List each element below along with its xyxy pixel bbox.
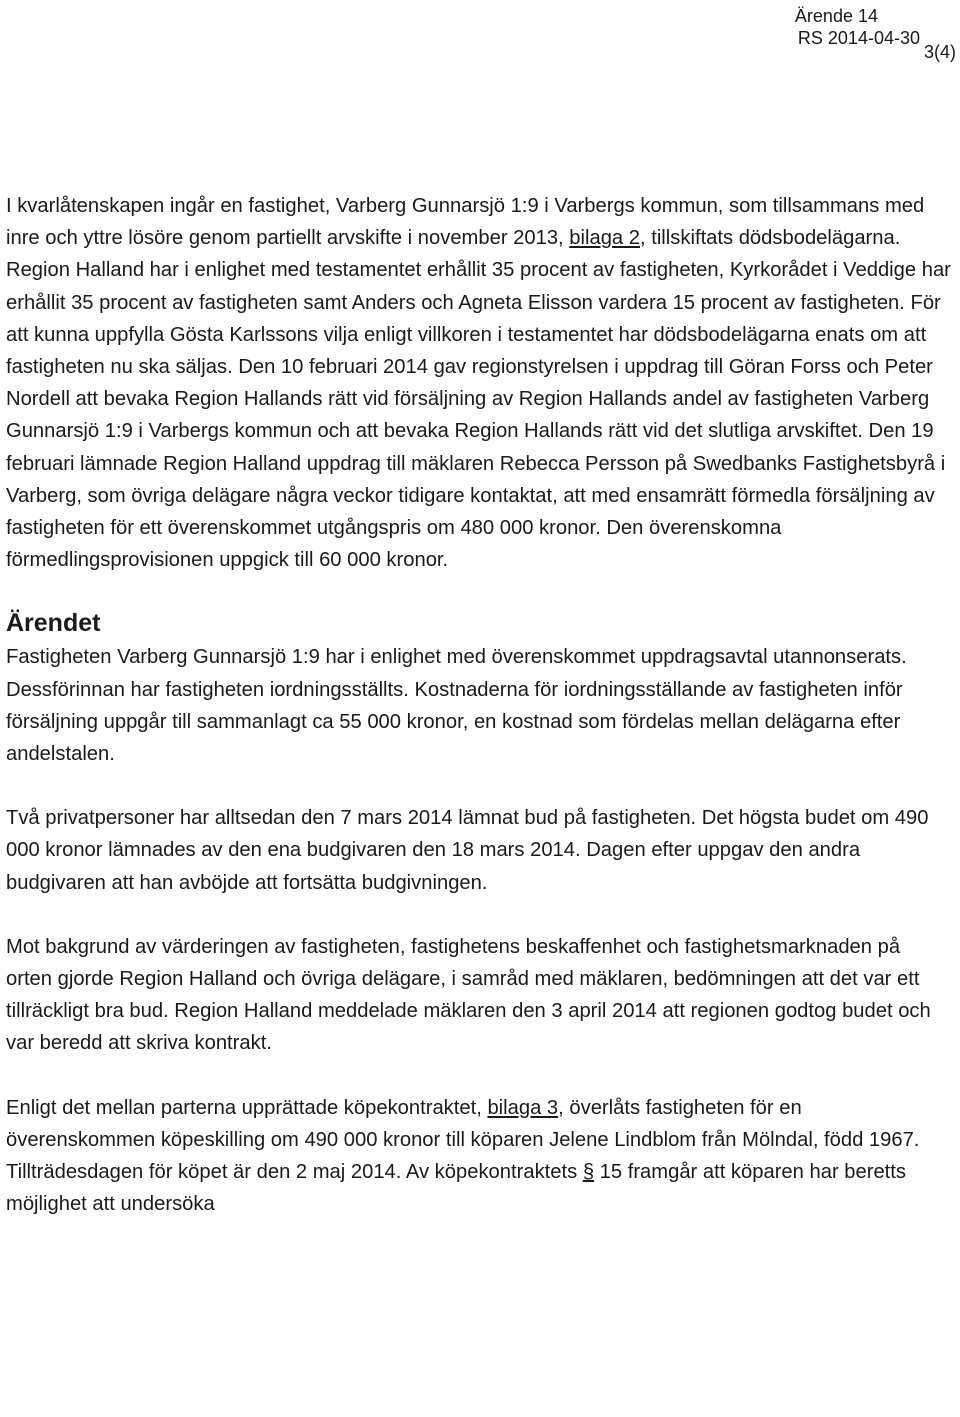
section-reference-link[interactable]: §	[582, 1161, 595, 1184]
paragraph-assessment: Mot bakgrund av värderingen av fastigheten, fastighetens beskaffenhet och fastighetsmarknaden på orten gjorde Region Halland och övriga delägare, i samråd med mäklaren, bedömningen att det var ett tillräckligt bra bud. Region Halland meddelade mäklaren den 3 april 2014 att regionen godtog budet och var beredd att skriva kontrakt.	[6, 935, 931, 1055]
attachment-link-bilaga-2[interactable]: bilaga 2	[569, 227, 640, 250]
document-body	[6, 190, 951, 1220]
meeting-reference: RS 2014-04-30	[797, 28, 920, 48]
attachment-link-bilaga-3[interactable]: bilaga 3	[487, 1096, 559, 1119]
case-number: Ärende 14	[794, 6, 878, 26]
page-number: 3(4)	[923, 42, 956, 62]
page-header	[736, 2, 956, 66]
paragraph-contract: Enligt det mellan parterna upprättade köpekontraktet, bilaga 3, överlåts fastigheten för en överenskommen köpeskilling om 490 000 kronor till köparen Jelene Lindblom från Mölndal, född 1967. Tillträdesdagen för köpet är den 2 maj 2014. Av köpekontraktets § 15 framgår att köparen har beretts möjlighet att undersöka	[6, 1096, 920, 1216]
paragraph-inheritance: I kvarlåtenskapen ingår en fastighet, Varberg Gunnarsjö 1:9 i Varbergs kommun, som tillsammans med inre och yttre lösöre genom partiellt arvskifte i november 2013, bilaga 2, tillskiftats dödsbodelägarna. Region Halland har i enlighet med testamentet erhållit 35 procent av fastigheten, Kyrkorådet i Veddige har erhållit 35 procent av fastigheten samt Anders och Agneta Elisson vardera 15 procent av fastigheten. För att kunna uppfylla Gösta Karlssons vilja enligt villkoren i testamentet har dödsbodelägarna enats om att fastigheten nu ska säljas. Den 10 februari 2014 gav regionstyrelsen i uppdrag till Göran Forss och Peter Nordell att bevaka Region Hallands rätt vid försäljning av Region Hallands andel av fastigheten Varberg Gunnarsjö 1:9 i Varbergs kommun och att bevaka Region Hallands rätt vid det slutliga arvskiftet. Den 19 februari lämnade Region Halland uppdrag till mäklaren Rebecca Persson på Swedbanks Fastighetsbyrå i Varberg, som övriga delägare några veckor tidigare kontaktat, att med ensamrätt förmedla försäljning av fastigheten för ett överenskommet utgångspris om 480 000 kronor. Den överenskomna förmedlingsprovisionen uppgick till 60 000 kronor.	[6, 195, 951, 572]
section-heading-arendet: Ärendet	[6, 609, 101, 638]
paragraph-advertising: Fastigheten Varberg Gunnarsjö 1:9 har i enlighet med överenskommet uppdragsavtal utannonserats. Dessförinnan har fastigheten iordningsställts. Kostnaderna för iordningsställande av fastigheten inför försäljning uppgår till sammanlagt ca 55 000 kronor, en kostnad som fördelas mellan delägarna efter andelstalen.	[6, 646, 907, 766]
paragraph-bids: Två privatpersoner har alltsedan den 7 mars 2014 lämnat bud på fastigheten. Det högsta budet om 490 000 kronor lämnades av den ena budgivaren den 18 mars 2014. Dagen efter uppgav den andra budgivaren att han avböjde att fortsätta budgivningen.	[6, 807, 929, 894]
